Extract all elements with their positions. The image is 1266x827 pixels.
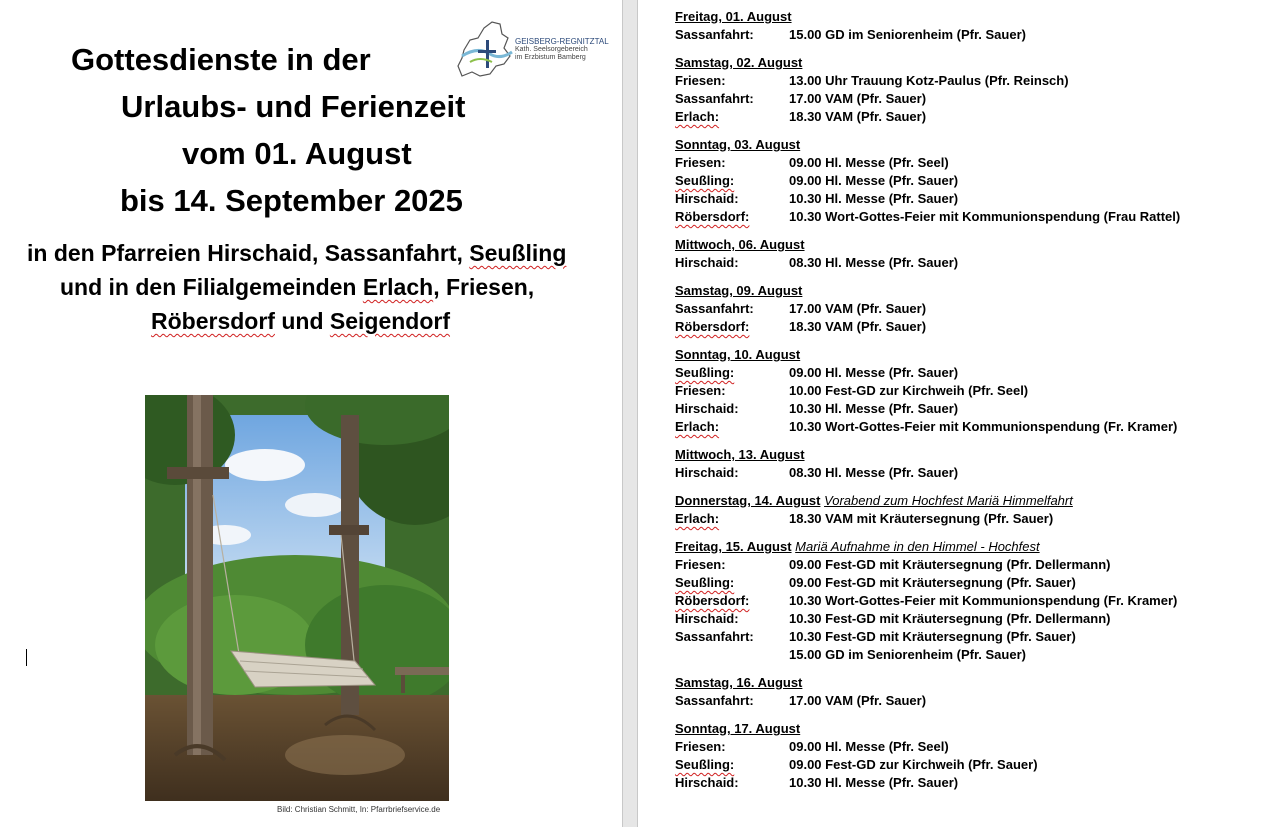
service-place: Sassanfahrt: — [675, 693, 754, 708]
service-description: 18.30 VAM mit Kräutersegnung (Pfr. Sauer) — [789, 511, 1054, 526]
service-row — [675, 692, 1073, 710]
service-row — [675, 254, 1073, 272]
service-row — [675, 756, 1073, 774]
service-description: 17.00 VAM (Pfr. Sauer) — [789, 91, 927, 106]
photo-credit: Bild: Christian Schmitt, In: Pfarrbriefservice.de — [277, 805, 441, 814]
day-date: Samstag, 09. August — [675, 283, 803, 298]
service-description: 10.30 Wort-Gottes-Feier mit Kommunionspendung (Fr. Kramer) — [789, 419, 1178, 434]
day-date: Sonntag, 03. August — [675, 137, 801, 152]
service-place: Erlach: — [675, 419, 720, 434]
day-header — [675, 54, 1073, 72]
service-description: 17.00 VAM (Pfr. Sauer) — [789, 693, 927, 708]
logo-line-2: Kath. Seelsorgebereich — [515, 46, 588, 53]
schedule-day — [675, 446, 1073, 482]
service-description: 17.00 VAM (Pfr. Sauer) — [789, 301, 927, 316]
service-row — [675, 208, 1181, 226]
subtitle-place-erlach: Erlach — [362, 274, 434, 300]
service-description: 10.30 Wort-Gottes-Feier mit Kommunionspendung (Frau Rattel) — [789, 209, 1181, 224]
service-place: Hirschaid: — [675, 255, 739, 270]
service-row — [675, 90, 1073, 108]
subtitle-line-1 — [27, 239, 566, 267]
subtitle-text: , Friesen, — [433, 274, 535, 300]
service-row — [675, 774, 1073, 792]
service-place: Hirschaid: — [675, 611, 739, 626]
parish-logo — [456, 16, 616, 82]
service-place: Friesen: — [675, 155, 726, 170]
service-row — [675, 364, 1073, 382]
subtitle-line-3 — [151, 307, 450, 335]
service-row — [675, 154, 1073, 172]
service-row — [675, 592, 1178, 610]
day-date: Mittwoch, 13. August — [675, 447, 805, 462]
schedule-day — [675, 538, 1178, 664]
day-header — [675, 446, 1073, 464]
forest-hammock-photo — [145, 395, 449, 801]
day-header — [675, 538, 1073, 556]
title-line-1: Gottesdienste in der — [71, 42, 371, 77]
service-row — [675, 190, 1073, 208]
service-description: 09.00 Hl. Messe (Pfr. Seel) — [789, 739, 949, 754]
service-description: 09.00 Hl. Messe (Pfr. Seel) — [789, 155, 949, 170]
service-row — [675, 418, 1178, 436]
subtitle-text: in den Pfarreien Hirschaid, Sassanfahrt, — [27, 240, 470, 266]
service-description: 09.00 Fest-GD mit Kräutersegnung (Pfr. Sauer) — [789, 575, 1076, 590]
day-date: Samstag, 16. August — [675, 675, 803, 690]
service-place: Röbersdorf: — [675, 209, 750, 224]
service-place: Seußling: — [675, 173, 735, 188]
service-description: 10.00 Fest-GD zur Kirchweih (Pfr. Seel) — [789, 383, 1029, 398]
title-line-4: bis 14. September 2025 — [120, 183, 463, 218]
service-place: Seußling: — [675, 575, 735, 590]
feast-note: Vorabend zum Hochfest Mariä Himmelfahrt — [824, 493, 1073, 508]
logo-text — [515, 38, 609, 62]
service-place: Seußling: — [675, 365, 735, 380]
service-place: Hirschaid: — [675, 775, 739, 790]
feast-note: Mariä Aufnahme in den Himmel - Hochfest — [795, 539, 1040, 554]
service-description: 10.30 Hl. Messe (Pfr. Sauer) — [789, 775, 959, 790]
day-header — [675, 236, 1073, 254]
service-row — [675, 400, 1073, 418]
subtitle-text: und — [274, 308, 330, 334]
left-page — [0, 0, 622, 827]
logo-line-1: GEISBERG-REGNITZTAL — [515, 37, 609, 46]
schedule-day — [675, 236, 1073, 272]
service-place: Sassanfahrt: — [675, 27, 754, 42]
service-place: Hirschaid: — [675, 191, 739, 206]
day-header — [675, 136, 1073, 154]
title-line-2: Urlaubs- und Ferienzeit — [121, 89, 466, 124]
schedule-day — [675, 282, 1073, 336]
schedule-day — [675, 674, 1073, 710]
service-description: 10.30 Fest-GD mit Kräutersegnung (Pfr. Dellermann) — [789, 611, 1111, 626]
service-row — [675, 72, 1073, 90]
day-date: Sonntag, 10. August — [675, 347, 801, 362]
service-place: Röbersdorf: — [675, 593, 750, 608]
day-date: Mittwoch, 06. August — [675, 237, 805, 252]
day-date: Freitag, 15. August — [675, 539, 792, 554]
day-header — [675, 282, 1073, 300]
service-description: 08.30 Hl. Messe (Pfr. Sauer) — [789, 255, 959, 270]
service-row — [675, 382, 1073, 400]
schedule-day — [675, 492, 1073, 528]
map-outline-icon — [456, 16, 516, 82]
schedule-day — [675, 8, 1073, 44]
service-description: 09.00 Fest-GD mit Kräutersegnung (Pfr. Dellermann) — [789, 557, 1111, 572]
service-row — [675, 628, 1076, 646]
service-place: Friesen: — [675, 73, 726, 88]
service-row — [675, 26, 1073, 44]
title-line-3: vom 01. August — [182, 136, 412, 171]
service-row — [675, 646, 1073, 664]
schedule-day — [675, 54, 1073, 126]
schedule-day — [675, 136, 1181, 226]
service-description: 10.30 Hl. Messe (Pfr. Sauer) — [789, 191, 959, 206]
day-date: Freitag, 01. August — [675, 9, 792, 24]
service-place: Hirschaid: — [675, 401, 739, 416]
service-description: 13.00 Uhr Trauung Kotz-Paulus (Pfr. Reinsch) — [789, 73, 1069, 88]
subtitle-text: und in den Filialgemeinden — [60, 274, 363, 300]
day-header — [675, 720, 1073, 738]
service-place: Erlach: — [675, 109, 720, 124]
service-place: Friesen: — [675, 739, 726, 754]
service-place: Friesen: — [675, 557, 726, 572]
service-row — [675, 172, 1073, 190]
service-place: Erlach: — [675, 511, 720, 526]
day-header — [675, 346, 1073, 364]
text-cursor — [26, 649, 27, 666]
service-row — [675, 464, 1073, 482]
service-description: 15.00 GD im Seniorenheim (Pfr. Sauer) — [789, 647, 1026, 662]
service-description: 18.30 VAM (Pfr. Sauer) — [789, 319, 927, 334]
service-place: Sassanfahrt: — [675, 629, 754, 644]
subtitle-place-seusslig: Seußling — [469, 240, 567, 266]
subtitle-place-seigendorf: Seigendorf — [329, 308, 451, 334]
service-description: 15.00 GD im Seniorenheim (Pfr. Sauer) — [789, 27, 1026, 42]
service-description: 10.30 Fest-GD mit Kräutersegnung (Pfr. Sauer) — [789, 629, 1076, 644]
subtitle-place-roebersdorf: Röbersdorf — [151, 308, 275, 334]
page-gutter — [622, 0, 638, 827]
service-row — [675, 610, 1111, 628]
service-row — [675, 510, 1073, 528]
service-description: 08.30 Hl. Messe (Pfr. Sauer) — [789, 465, 959, 480]
day-date: Sonntag, 17. August — [675, 721, 801, 736]
service-description: 18.30 VAM (Pfr. Sauer) — [789, 109, 927, 124]
service-row — [675, 574, 1076, 592]
service-row — [675, 108, 1073, 126]
service-description: 09.00 Hl. Messe (Pfr. Sauer) — [789, 365, 959, 380]
schedule-list — [675, 8, 1181, 802]
service-place: Hirschaid: — [675, 465, 739, 480]
service-place: Friesen: — [675, 383, 726, 398]
service-row — [675, 300, 1073, 318]
service-place: Sassanfahrt: — [675, 301, 754, 316]
day-date: Samstag, 02. August — [675, 55, 803, 70]
service-description: 09.00 Hl. Messe (Pfr. Sauer) — [789, 173, 959, 188]
service-place: Sassanfahrt: — [675, 91, 754, 106]
subtitle-line-2 — [60, 273, 534, 301]
schedule-day — [675, 346, 1178, 436]
service-row — [675, 738, 1073, 756]
day-header — [675, 674, 1073, 692]
service-description: 10.30 Wort-Gottes-Feier mit Kommunionspendung (Fr. Kramer) — [789, 593, 1178, 608]
logo-line-3: im Erzbistum Bamberg — [515, 54, 586, 61]
day-header — [675, 492, 1073, 510]
service-row — [675, 556, 1111, 574]
schedule-day — [675, 720, 1073, 792]
service-row — [675, 318, 1073, 336]
service-place: Seußling: — [675, 757, 735, 772]
day-date: Donnerstag, 14. August — [675, 493, 821, 508]
day-header — [675, 8, 1073, 26]
service-place: Röbersdorf: — [675, 319, 750, 334]
service-description: 10.30 Hl. Messe (Pfr. Sauer) — [789, 401, 959, 416]
service-description: 09.00 Fest-GD zur Kirchweih (Pfr. Sauer) — [789, 757, 1038, 772]
